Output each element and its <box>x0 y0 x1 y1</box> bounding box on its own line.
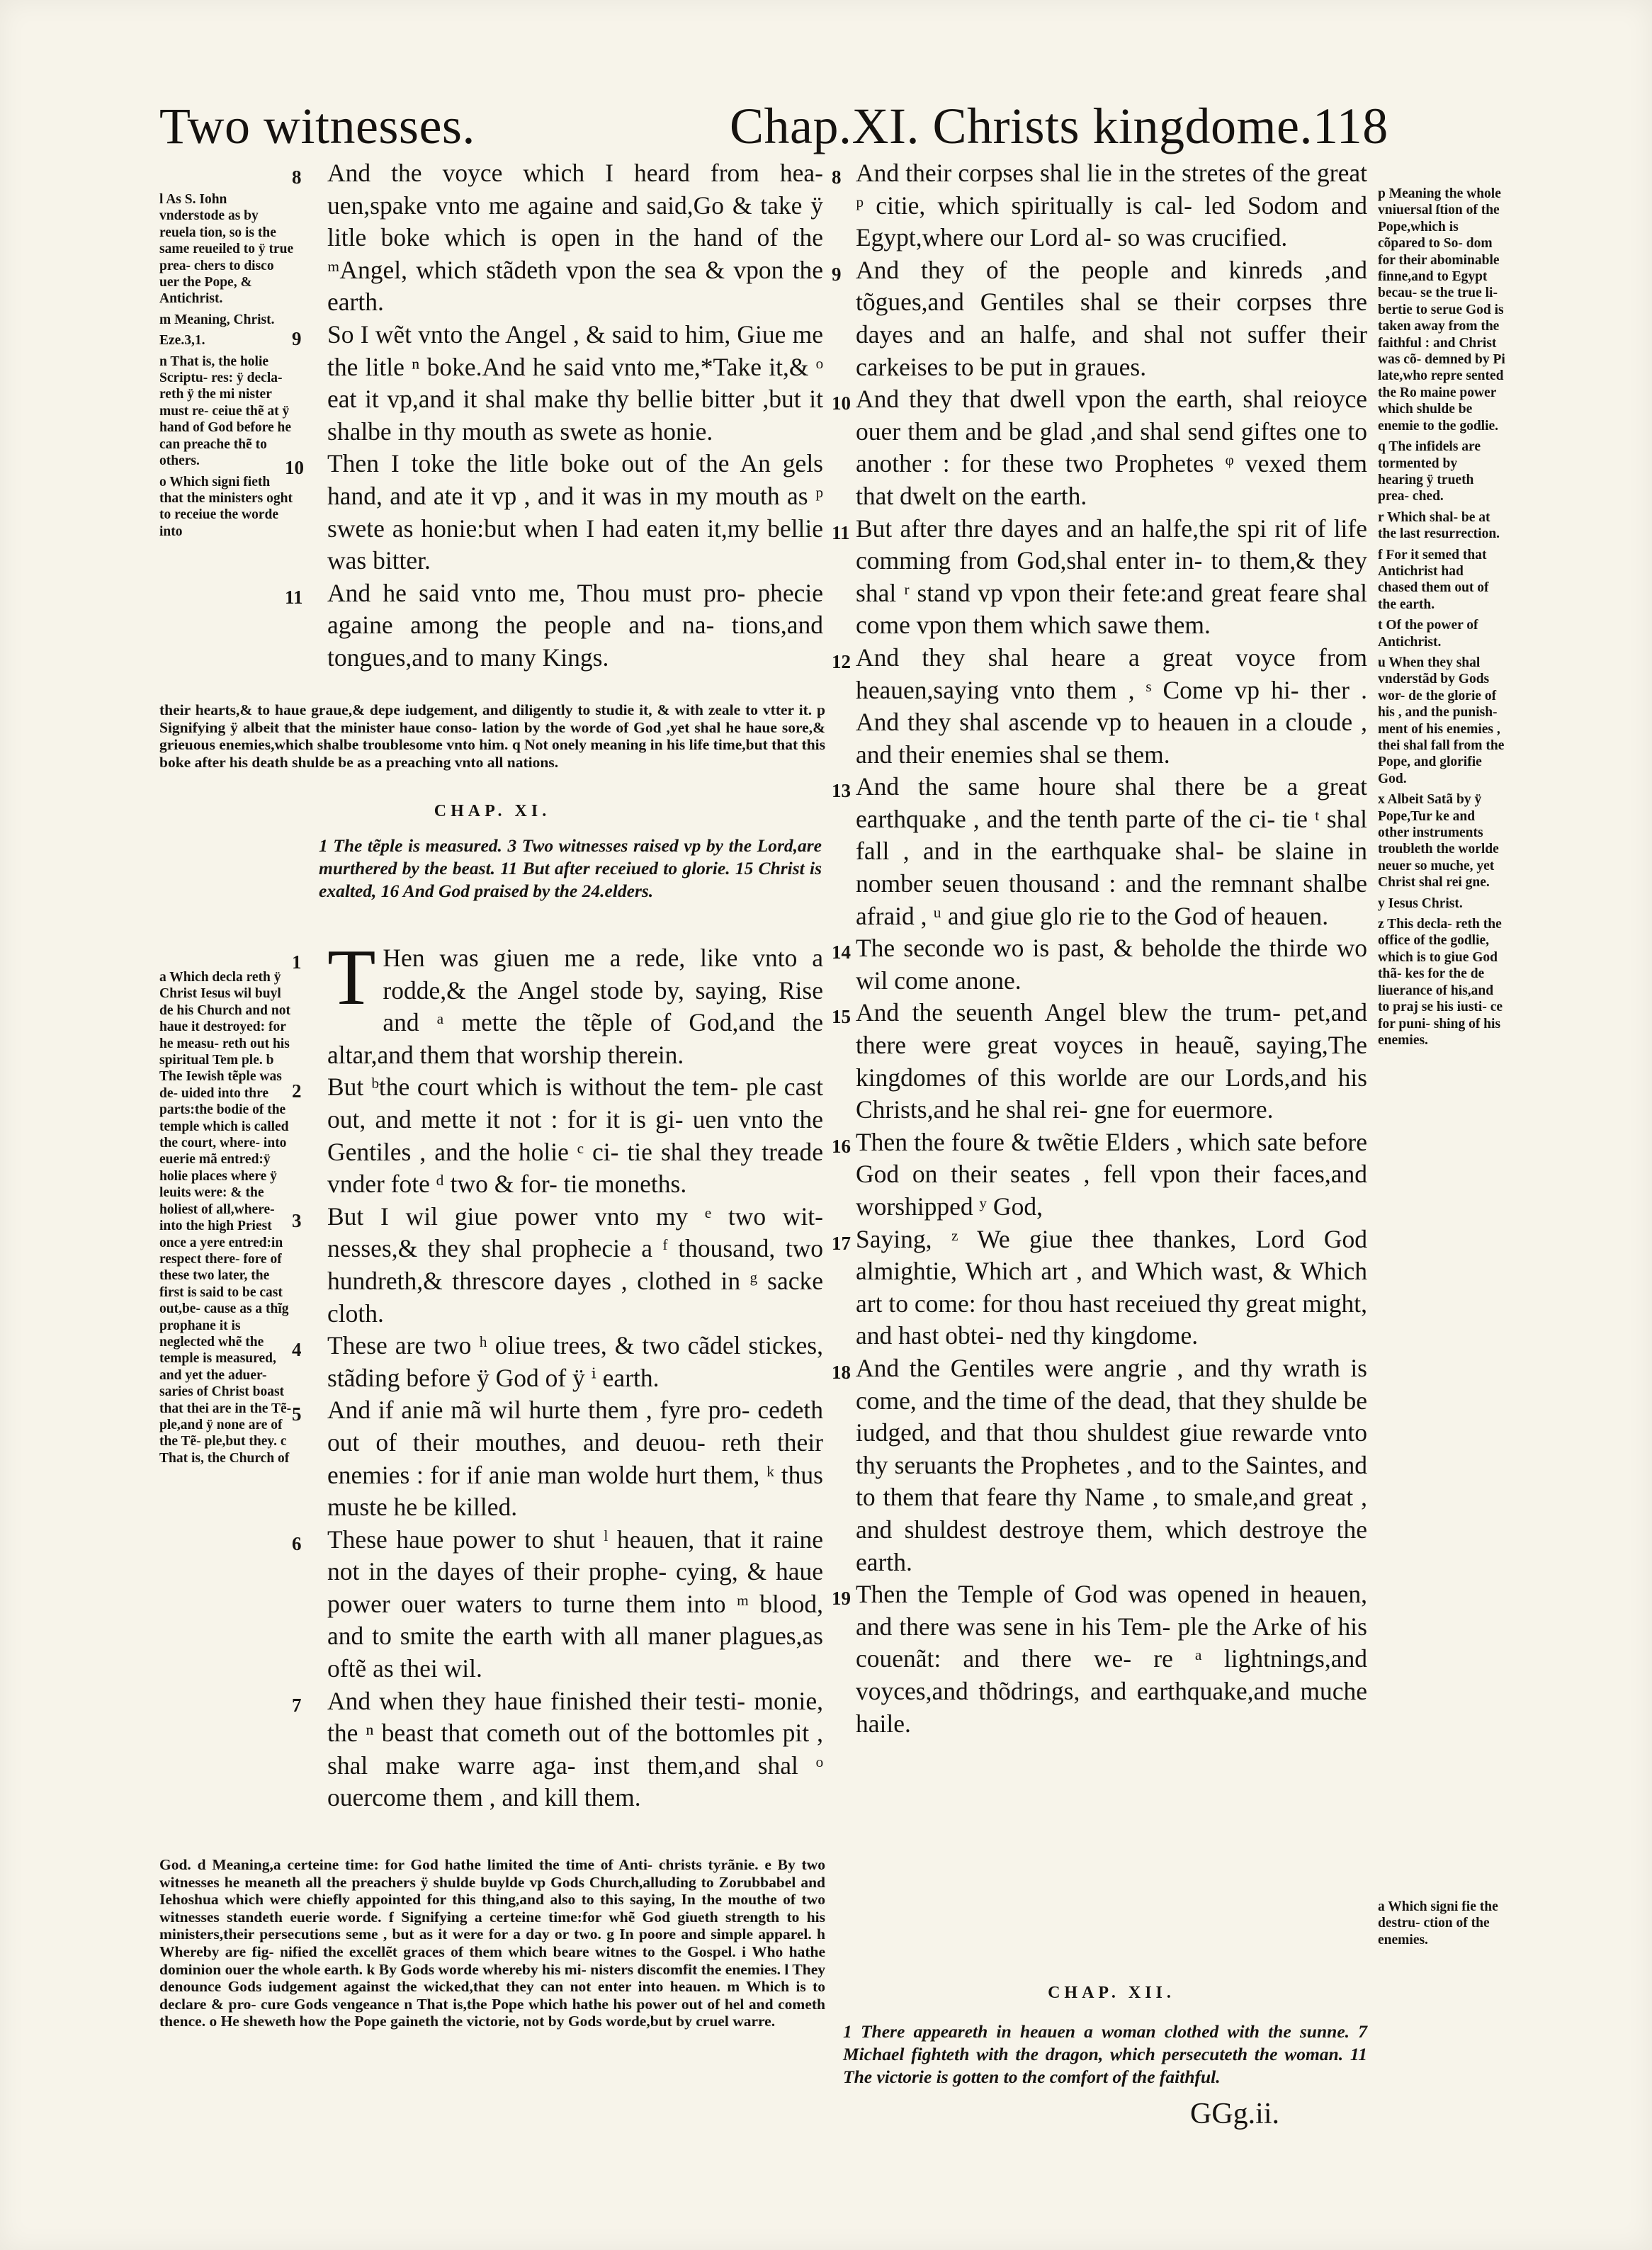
verse-11-7 <box>292 1685 823 1814</box>
verse-11-17 <box>832 1223 1367 1352</box>
verse-11-12 <box>832 642 1367 771</box>
verse-11-4 <box>292 1330 823 1394</box>
verse-number: 11 <box>832 521 850 543</box>
verse-11-8 <box>832 157 1367 254</box>
verse-10-9 <box>292 319 823 448</box>
left-margin-notes-top <box>159 191 294 544</box>
verse-number: 16 <box>832 1135 851 1157</box>
margin-note: p Meaning the whole vniuersal ſtion of the Pope,which is cõpared to So- dom for their abominable finne,and to Egypt becau- se the true li- bertie to serue God is taken away from the faithful : and Christ was cõ- demned by Pi late,who repre sented the Ro maine power which shulde be enemie to the godlie. <box>1378 186 1505 434</box>
verse-text: And when they haue finished their testi- monie, the ⁿ beast that cometh out of the bottomles pit , shal make warre aga- inst them,and shal ᵒ ouercome them , and kill them. <box>327 1686 823 1812</box>
verse-11-19 <box>832 1578 1367 1740</box>
verse-text: Saying, ᶻ We giue thee thankes, Lord God almightie, Which art , and Which wast, & Which art to come: for thou hast receiued thy great might, and hast obtei- ned thy kingdome. <box>856 1224 1367 1350</box>
verse-11-10 <box>832 383 1367 512</box>
margin-note: a Which decla reth ÿ Christ Iesus wil buyl de his Church and not haue it destroyed: for he measu- reth out his spiritual Tem ple. b The Iewish tẽple was de- uided into thre parts:the bodie of the temple which is called the court, where- into euerie mã entred:ÿ holie places where ÿ leuits were: & the holiest of all,where- into the high Priest once a yere entred:in respect there- fore of these two later, the first is said to be cast out,be- cause as a thĩg prophane it is neglected whẽ the temple is measured, and yet the aduer- saries of Christ boast that thei are in the Tẽ- ple,and ÿ none are of the Tẽ- ple,but they. c That is, the Church of <box>159 970 292 1466</box>
margin-note: Eze.3,1. <box>159 333 205 349</box>
verse-number: 6 <box>292 1532 302 1554</box>
verse-11-9 <box>832 254 1367 383</box>
margin-note: y Iesus Christ. <box>1378 895 1463 911</box>
verse-11-6 <box>292 1524 823 1685</box>
chapter-11-argument <box>319 835 822 903</box>
verse-11-18 <box>832 1352 1367 1578</box>
verse-11-14 <box>832 932 1367 997</box>
signature-mark: GGg.ii. <box>1190 2098 1279 2130</box>
verse-11-5 <box>292 1394 823 1523</box>
verse-text: Hen was giuen me a rede, like vnto a rodde,& the Angel stode by, saying, Rise and ᵃ mette the tẽple of God,and the altar,and them that worship therein. <box>327 944 823 1069</box>
verse-text: The seconde wo is past, & beholde the thirde wo wil come anone. <box>856 934 1367 995</box>
verse-text: And they shal heare a great voyce from heauen,saying vnto them , ˢ Come vp hi- ther . And they shal ascende vp to heauen in a cloude , and their enemies shal se them. <box>856 643 1367 769</box>
verse-text: These haue power to shut ˡ heauen, that it raine not in the dayes of their prophe- cying, & haue power ouer waters to turne them into ᵐ blood, and to smite the earth with all maner plagues,as oftẽ as thei wil. <box>327 1525 823 1683</box>
footnote-text: their hearts,& to haue graue,& depe iudgement, and diligently to studie it, & with zeale to vtter it. p Signifying ÿ albeit that the minister haue conso- lation by the worde of God ,yet shal he haue sore,& grieuous enemies,which shalbe troublesome vnto him. q Not onely meaning in his life time,but that this boke after his death shulde be as a preaching vnto all nations. <box>159 701 825 771</box>
verse-number: 10 <box>285 457 304 479</box>
verse-number: 8 <box>292 166 302 188</box>
margin-note: f For it semed that Antichrist had chased them out of the earth. <box>1378 547 1489 612</box>
verse-number: 2 <box>292 1080 302 1102</box>
verse-text: And the Gentiles were angrie , and thy wrath is come, and the time of the dead, that they shulde be iudged, and that thou shuldest giue rewarde vnto thy seruants the Prophetes , and to the Saintes, and to them that feare thy Name , to smale,and great , and shuldest destroye them, which destroye the earth. <box>856 1353 1367 1576</box>
verse-number: 12 <box>832 650 851 672</box>
verse-text: And the same houre shal there be a great earthquake , and the tenth parte of the ci- tie ᵗ shal fall , and in the earthquake shal- be slaine in nomber seuen thousand : and the remnant shalbe afraid , ᵘ and giue glo rie to the God of heauen. <box>856 772 1367 930</box>
verse-text: Then the foure & twẽtie Elders , which sate before God on their seates , fell vpon their faces,and worshipped ʸ God, <box>856 1127 1367 1221</box>
right-margin-notes <box>1378 186 1505 1053</box>
verse-text: Then I toke the litle boke out of the An gels hand, and ate it vp , and it was in my mouth as ᵖ swete as honie:but when I had eaten it,my bellie was bitter. <box>327 449 823 575</box>
verse-text: And they that dwell vpon the earth, shal reioyce ouer them and be glad ,and shal send giftes one to another : for these two Prophetes ᵠ vexed them that dwelt on the earth. <box>856 385 1367 510</box>
margin-note: a Which signi fie the destru- ction of the enemies. <box>1378 1899 1498 1947</box>
verse-number: 14 <box>832 942 851 963</box>
verse-11-1 <box>292 934 823 1071</box>
verse-text: But I wil giue power vnto my ᵉ two wit- nesses,& they shal prophecie a ᶠ thousand, two hundreth,& threscore dayes , clothed in ᵍ sacke cloth. <box>327 1202 823 1328</box>
left-margin-notes-chap11 <box>159 969 293 1471</box>
verse-number: 19 <box>832 1588 851 1610</box>
verse-number: 18 <box>832 1361 851 1383</box>
verse-text: And the seuenth Angel blew the trum- pet,and there were great voyces in heauẽ, saying,The kingdomes of this worlde are our Lords,and his Christs,and he shal rei- gne for euermore. <box>856 998 1367 1124</box>
verse-number: 13 <box>832 780 851 802</box>
verse-number: 9 <box>292 327 302 349</box>
chapter-11-heading: CHAP. XI. <box>434 802 551 820</box>
verse-number: 3 <box>292 1209 302 1231</box>
verse-11-2 <box>292 1071 823 1200</box>
right-margin-note-bottom <box>1378 1899 1505 1952</box>
argument-text: 1 The tẽple is measured. 3 Two witnesses raised vp by the Lord,are murthered by the beast. 11 But after receiued to glorie. 15 Christ is exalted, 16 And God praised by the 24.elders. <box>319 835 822 901</box>
right-column-ch11 <box>832 157 1367 1740</box>
left-column-ch10 <box>285 157 823 674</box>
verse-number: 11 <box>285 586 303 608</box>
verse-number: 10 <box>832 392 851 414</box>
verse-10-10 <box>285 448 823 577</box>
margin-note: n That is, the holie Scriptu- res: ÿ decla- reth ÿ the mi nister must re- ceiue thẽ at ÿ hand of God before he can preache thẽ to others. <box>159 354 291 469</box>
running-head-right: Chap.XI. Christs kingdome.118 <box>730 98 1388 154</box>
verse-text: And their corpses shal lie in the stretes of the great ᵖ citie, which spiritually is cal- led Sodom and Egypt,where our Lord al- so was crucified. <box>856 159 1367 252</box>
verse-text: But after thre dayes and an halfe,the spi rit of life comming from God,shal enter in- to them,& they shal ʳ stand vp vpon their fete:and great feare shal come vpon them which sawe them. <box>856 514 1367 640</box>
verse-number: 5 <box>292 1403 302 1425</box>
verse-text: But ᵇthe court which is without the tem- ple cast out, and mette it not : for it is gi- uen vnto the Gentiles , and the holie ᶜ ci- tie shal they treade vnder fote ᵈ two & for- tie moneths. <box>327 1073 823 1199</box>
verse-text: These are two ʰ oliue trees, & two cãdel stickes, stãding before ÿ God of ÿ ⁱ earth. <box>327 1331 823 1392</box>
verse-11-11 <box>832 513 1367 642</box>
verse-number: 1 <box>292 951 302 973</box>
verse-11-16 <box>832 1126 1367 1223</box>
verse-number: 17 <box>832 1232 851 1254</box>
margin-note: z This decla- reth the office of the godlie, which is to giue God thã- kes for the de liuerance of his,and to praj se his iusti- ce for puni- shing of his enemies. <box>1378 917 1503 1048</box>
verse-text: Then the Temple of God was opened in heauen, and there was sene in his Tem- ple the Arke of his couenãt: and there we- re ᵃ lightnings,and voyces,and thõdrings, and earthquake,and muche haile. <box>856 1580 1367 1738</box>
verse-text: And they of the people and kinreds ,and tõgues,and Gentiles shal se their corpses thre dayes and an halfe, and shal not suffer their carkeises to be put in graues. <box>856 255 1367 381</box>
verse-text: And if anie mã wil hurte them , fyre pro- cedeth out of their mouthes, and deuou- reth their enemies : for if anie man wolde hurt them, ᵏ thus muste he be killed. <box>327 1396 823 1522</box>
chapter-12-heading: CHAP. XII. <box>1048 1984 1175 2002</box>
margin-note: m Meaning, Christ. <box>159 312 275 327</box>
margin-note: t Of the power of Antichrist. <box>1378 618 1478 650</box>
margin-note: r Which shal- be at the last resurrection. <box>1378 509 1500 542</box>
running-head-left: Two witnesses. <box>159 98 475 154</box>
verse-text: And he said vnto me, Thou must pro- phecie againe among the people and na- tions,and tongues,and to many Kings. <box>327 578 823 672</box>
verse-text: And the voyce which I heard from hea- uen,spake vnto me againe and said,Go & take ÿ litle boke which is open in the hand of the ᵐAngel, which stãdeth vpon the sea & vpon the earth. <box>327 159 823 317</box>
margin-note: o Which signi fieth that the ministers oght to receiue the worde into <box>159 474 293 539</box>
left-column-ch11 <box>292 934 823 1814</box>
left-note-continuation <box>159 701 825 771</box>
argument-text: 1 There appeareth in heauen a woman clothed with the sunne. 7 Michael fighteth with the dragon, which persecuteth the woman. 11 The victorie is gotten to the comfort of the faithful. <box>843 2021 1367 2087</box>
drop-cap: T <box>327 934 376 1022</box>
verse-11-13 <box>832 771 1367 932</box>
verse-number: 4 <box>292 1339 302 1361</box>
verse-10-11 <box>285 577 823 674</box>
verse-number: 15 <box>832 1006 851 1028</box>
verse-number: 7 <box>292 1694 302 1716</box>
left-footnotes <box>159 1856 825 2030</box>
footnote-text: God. d Meaning,a certeine time: for God hathe limited the time of Anti- christs tyrãnie. e By two witnesses he meaneth all the preachers ÿ shulde buylde vp Gods Church,alluding to Zorubbabel and Iehoshua which were chiefly appointed for this thing,and also to this saying, In the mouthe of two witnesses standeth euerie worde. f Signifying a certeine time:for whẽ God giueth strength to his ministers,their persecutions seme , but as it were for a day or two. g In poore and simple apparel. h Whereby are fig- nified the excellẽt graces of them which beare witnes to the Gospel. i Who hathe dominion ouer the whole earth. k By Gods worde whereby his mi- nisters discomfit the enemies. l They denounce Gods iudgement against the wicked,that they can not enter into heauen. m Which is to declare & pro- cure Gods vengeance n That is,the Pope which hathe his power out of hel and cometh thence. o He sheweth how the Pope gaineth the victorie, not by Gods worde,but by cruel warre. <box>159 1856 825 2030</box>
verse-10-8 <box>292 157 823 319</box>
margin-note: q The infidels are tormented by hearing ÿ trueth prea- ched. <box>1378 439 1481 504</box>
verse-11-3 <box>292 1201 823 1330</box>
margin-note: u When they shal vnderstãd by Gods wor- de the glorie of his , and the punish- ment of his enemies , thei shal fall from the Pope, and glorifie God. <box>1378 655 1505 786</box>
margin-note: l As S. Iohn vnderstode as by reuela tion, so is the same reueiled to ÿ true prea- chers to disco uer the Pope, & Antichrist. <box>159 192 294 307</box>
chapter-12-argument <box>843 2020 1367 2088</box>
verse-11-15 <box>832 997 1367 1126</box>
verse-number: 8 <box>832 166 842 188</box>
margin-note: x Albeit Satã by ÿ Pope,Tur ke and other instruments troubleth the worlde neuer so muche, yet Christ shal rei gne. <box>1378 792 1499 891</box>
verse-text: So I wẽt vnto the Angel , & said to him, Giue me the litle ⁿ boke.And he said vnto me,*Take it,& ᵒ eat it vp,and it shal make thy bellie bitter ,but it shalbe in thy mouth as swete as honie. <box>327 320 823 446</box>
verse-number: 9 <box>832 263 842 285</box>
